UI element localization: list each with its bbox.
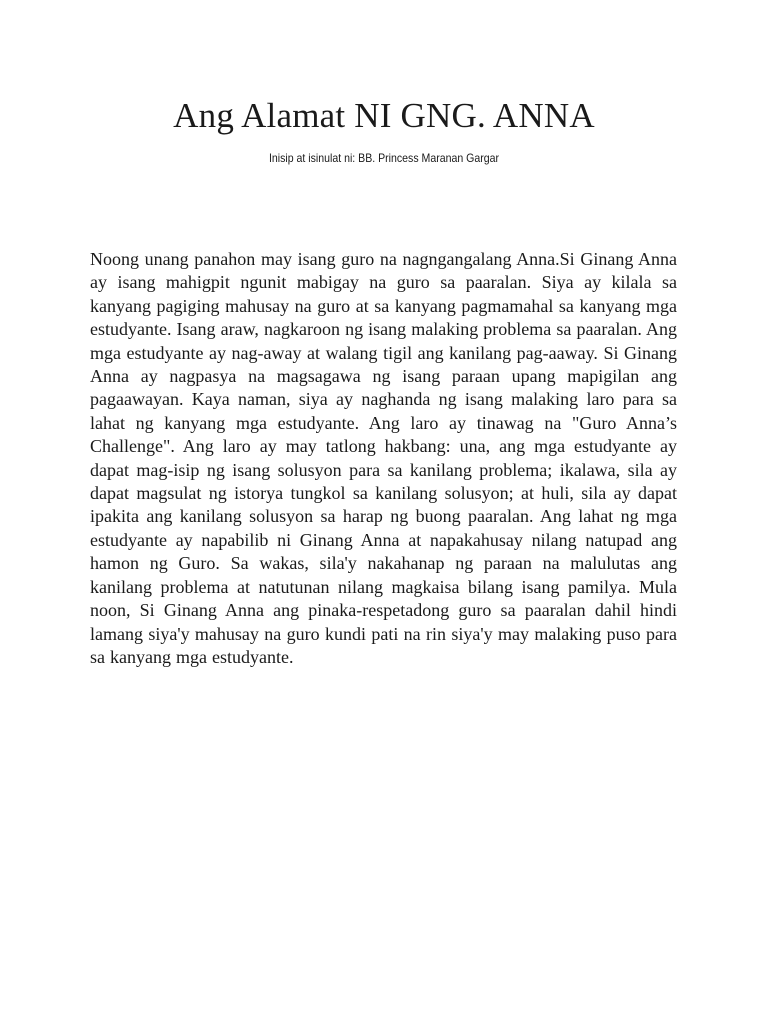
author-byline: Inisip at isinulat ni: BB. Princess Maranan Gargar [268,151,500,165]
story-paragraph: Noong unang panahon may isang guro na nagngangalang Anna.Si Ginang Anna ay isang mahigpit ngunit mabigay na guro sa paaralan. Siya ay kilala sa kanyang pagiging mahusay na guro at sa kanyang pagmamahal sa kanyang mga estudyante. Isang araw, nagkaroon ng isang malaking problema sa paaralan. Ang mga estudyante ay nag-away at walang tigil ang kanilang pag-aaway. Si Ginang Anna ay nagpasya na magsagawa ng isang paraan upang mapigilan ang pagaawayan. Kaya naman, siya ay naghanda ng isang malaking laro para sa lahat ng kanyang mga estudyante. Ang laro ay tinawag na "Guro Anna’s Challenge". Ang laro ay may tatlong hakbang: una, ang mga estudyante ay dapat mag-isip ng isang solusyon para sa kanilang problema; ikalawa, sila ay dapat magsulat ng istorya tungkol sa kanilang solusyon; at huli, sila ay dapat ipakita ang kanilang solusyon sa harap ng buong paaralan. Ang lahat ng mga estudyante ay napabilib ni Ginang Anna at napakahusay nilang natupad ang hamon ng Guro. Sa wakas, sila'y nakahanap ng paraan na malulutas ang kanilang problema at natutunan nilang magkaisa bilang isang pamilya. Mula noon, Si Ginang Anna ang pinaka-respetadong guro sa paaralan dahil hindi lamang siya'y mahusay na guro kundi pati na rin siya'y may malaking puso para sa kanyang mga estudyante. [90,249,677,667]
document-title: Ang Alamat NI GNG. ANNA [173,96,595,135]
